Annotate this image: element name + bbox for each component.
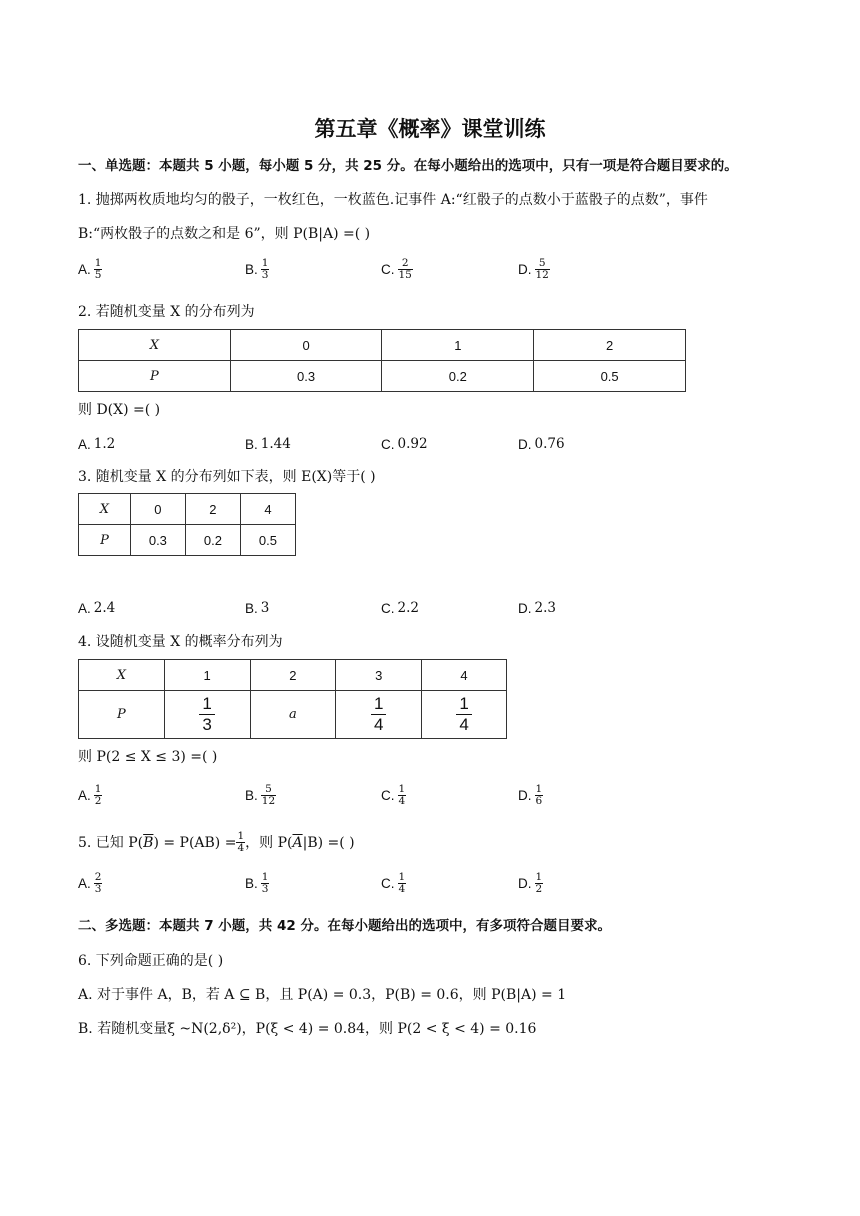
q5-option-c[interactable]: C. $\frac{1}{4}$ [381, 871, 406, 895]
q5-option-d[interactable]: D. $\frac{1}{2}$ [518, 871, 543, 895]
table-row [79, 330, 686, 361]
q4-option-d[interactable]: D. $\frac{1}{6}$ [518, 783, 543, 807]
q3-option-c[interactable]: C. 2.2 [381, 600, 419, 616]
q1-stem-line2: B:“两枚骰子的点数之和是 6”，则 P(B|A) =( ) [78, 226, 371, 242]
q2-stem: 2. 若随机变量 X 的分布列为 [78, 304, 255, 320]
table-cell [336, 691, 422, 739]
q3-option-a[interactable]: A. 2.4 [78, 600, 116, 616]
q2-option-d[interactable]: D. 0.76 [518, 436, 565, 452]
table-cell: 3 [336, 660, 422, 691]
q3-options [78, 598, 778, 626]
table-cell: 0.2 [382, 361, 534, 392]
table-cell: X [79, 494, 131, 525]
q4-option-c[interactable]: C. $\frac{1}{4}$ [381, 783, 406, 807]
fraction: $\frac{5}{12}$ [535, 257, 549, 281]
section-heading-single-choice: 一、单选题：本题共 5 小题，每小题 5 分，共 25 分。在每小题给出的选项中，只有一项是符合题目要求的。 [78, 158, 738, 174]
table-cell: 0.3 [130, 525, 185, 556]
q4-stem: 4. 设随机变量 X 的概率分布列为 [78, 634, 283, 650]
table-cell: P [79, 691, 165, 739]
fraction: $\frac{1}{4}$ [456, 694, 471, 735]
table-cell: 2 [250, 660, 336, 691]
table-row [79, 660, 507, 691]
table-row [79, 361, 686, 392]
fraction: $\frac{2}{15}$ [398, 257, 412, 281]
q3-stem: 3. 随机变量 X 的分布列如下表，则 E(X)等于( ) [78, 469, 376, 485]
q1-option-a[interactable]: A. $\frac{1}{5}$ [78, 257, 102, 281]
table-cell: 2 [534, 330, 686, 361]
fraction: $\frac{1}{4}$ [237, 830, 245, 854]
q2-option-c[interactable]: C. 0.92 [381, 436, 428, 452]
table-cell: 4 [240, 494, 295, 525]
q4-option-a[interactable]: A. $\frac{1}{2}$ [78, 783, 102, 807]
fraction: $\frac{1}{4}$ [398, 783, 406, 807]
q2-option-a[interactable]: A. 1.2 [78, 436, 116, 452]
q5-option-b[interactable]: B. $\frac{1}{3}$ [245, 871, 269, 895]
fraction: $\frac{1}{2}$ [94, 783, 102, 807]
table-cell: 0.5 [240, 525, 295, 556]
q6-option-a[interactable]: A. 对于事件 A，B，若 A ⊆ B，且 P(A) = 0.3，P(B) = 0.6，则 P(B|A) = 1 [78, 987, 567, 1003]
q6-option-b[interactable]: B. 若随机变量ξ ~N(2,δ²)，P(ξ < 4) = 0.84，则 P(2 < ξ < 4) = 0.16 [78, 1021, 537, 1037]
q3-distribution-table [78, 493, 296, 556]
table-cell: 0 [230, 330, 382, 361]
fraction: $\frac{1}{6}$ [535, 783, 543, 807]
table-cell: 1 [164, 660, 250, 691]
fraction: $\frac{5}{12}$ [261, 783, 276, 807]
q3-option-d[interactable]: D. 2.3 [518, 600, 556, 616]
q4-ask: 则 P(2 ≤ X ≤ 3) =( ) [78, 749, 218, 765]
table-cell: P [79, 361, 231, 392]
page-title: 第五章《概率》课堂训练 [314, 117, 546, 141]
fraction: $\frac{1}{4}$ [371, 694, 386, 735]
q6-stem: 6. 下列命题正确的是( ) [78, 953, 224, 969]
table-cell: 2 [185, 494, 240, 525]
table-cell: 0 [130, 494, 185, 525]
q1-options [78, 258, 778, 286]
q4-distribution-table [78, 659, 507, 739]
q1-option-b[interactable]: B. $\frac{1}{3}$ [245, 257, 269, 281]
q4-options [78, 784, 778, 812]
q2-ask: 则 D(X) =( ) [78, 402, 161, 418]
table-cell: X [79, 330, 231, 361]
fraction: $\frac{1}{5}$ [94, 257, 102, 281]
table-cell: 4 [422, 660, 507, 691]
q2-options [78, 434, 778, 462]
fraction: $\frac{1}{3}$ [199, 694, 214, 735]
q1-option-c[interactable]: C. $\frac{2}{15}$ [381, 257, 412, 281]
table-row [79, 691, 507, 739]
q1-option-d[interactable]: D. $\frac{5}{12}$ [518, 257, 549, 281]
table-cell: X [79, 660, 165, 691]
fraction: $\frac{1}{3}$ [261, 871, 269, 895]
section-heading-multiple-choice: 二、多选题：本题共 7 小题，共 42 分。在每小题给出的选项中，有多项符合题目要求。 [78, 918, 611, 934]
q5-options [78, 872, 778, 900]
q4-option-b[interactable]: B. $\frac{5}{12}$ [245, 783, 276, 807]
table-cell: P [79, 525, 131, 556]
q5-option-a[interactable]: A. $\frac{2}{3}$ [78, 871, 102, 895]
fraction: $\frac{1}{2}$ [535, 871, 543, 895]
table-cell: a [250, 691, 336, 739]
table-cell: 0.5 [534, 361, 686, 392]
q3-option-b[interactable]: B. 3 [245, 600, 270, 616]
table-row [79, 525, 296, 556]
fraction: $\frac{1}{3}$ [261, 257, 269, 281]
q2-option-b[interactable]: B. 1.44 [245, 436, 291, 452]
q1-stem-line1: 1. 抛掷两枚质地均匀的骰子，一枚红色，一枚蓝色.记事件 A:“红骰子的点数小于蓝骰子的点数”，事件 [78, 192, 708, 208]
table-cell [422, 691, 507, 739]
table-cell: 0.2 [185, 525, 240, 556]
q5-stem: 5. 已知 P( $\overline{B}$ ) = P(AB) = $\frac{1}{4}$ ，则 P( $\overline{A}$ |B) =( ) [78, 830, 355, 854]
table-cell [164, 691, 250, 739]
q2-distribution-table [78, 329, 686, 392]
fraction: $\frac{2}{3}$ [94, 871, 102, 895]
fraction: $\frac{1}{4}$ [398, 871, 406, 895]
table-cell: 1 [382, 330, 534, 361]
table-row [79, 494, 296, 525]
table-cell: 0.3 [230, 361, 382, 392]
